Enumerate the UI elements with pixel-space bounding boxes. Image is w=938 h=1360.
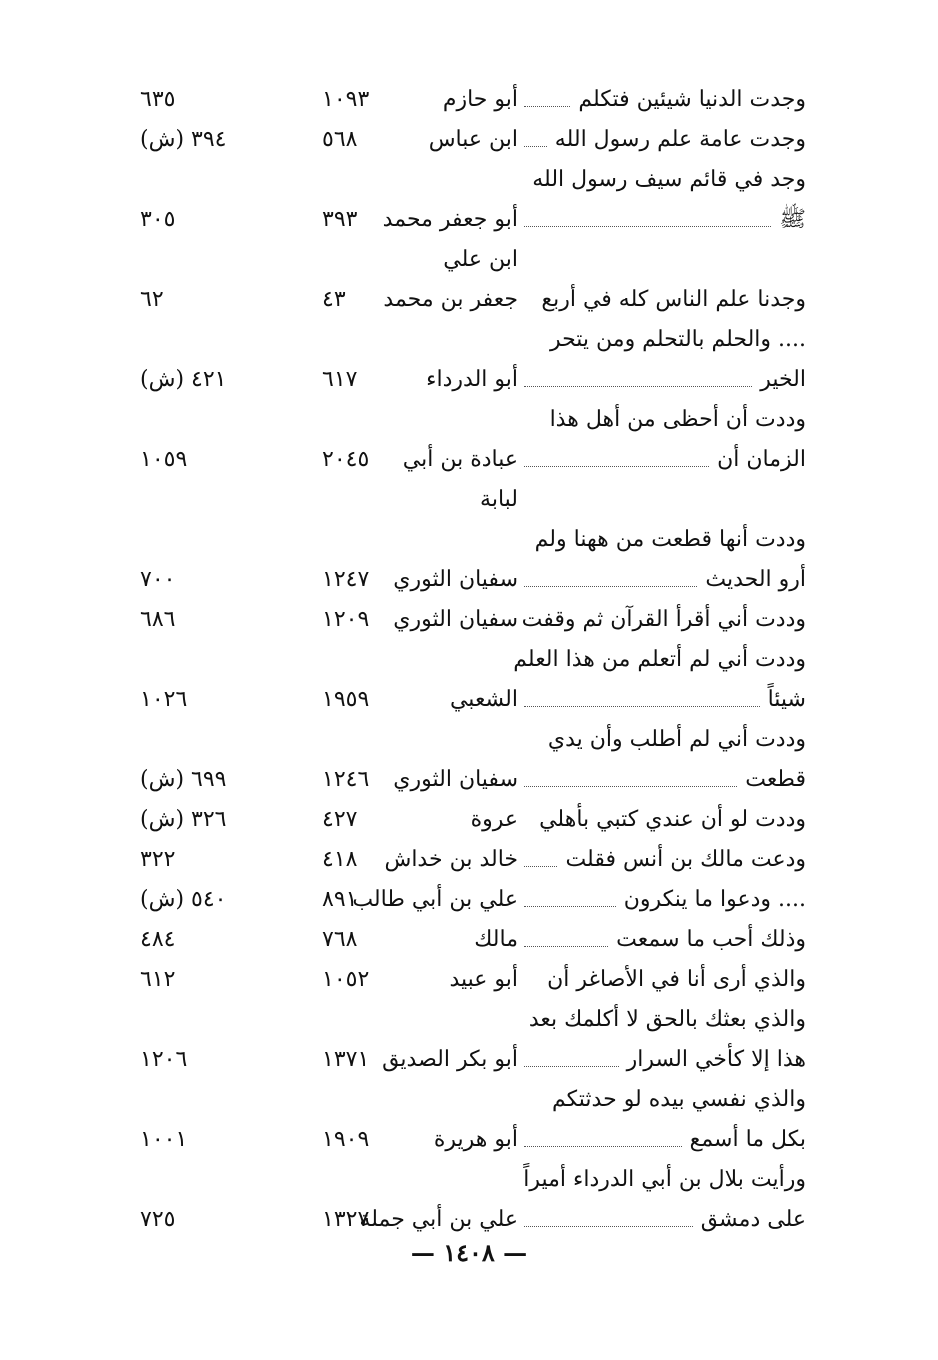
dotted-leader [524, 786, 737, 787]
index-phrase: وجدنا علم الناس كله في أربع [541, 287, 806, 312]
dotted-leader [524, 946, 608, 947]
index-row [0, 682, 938, 718]
index-narrator: أبو حازم [442, 87, 518, 112]
index-phrase: وددت أني لم أطلب وأن يدي [547, 727, 806, 752]
index-reference: ٤٢١ (ش) [140, 367, 227, 392]
index-row [0, 1162, 938, 1198]
index-row [0, 202, 938, 238]
index-row [0, 1202, 938, 1238]
index-narrator: أبو الدرداء [426, 367, 518, 392]
index-narrator: جعفر بن محمد [383, 287, 518, 312]
index-number: ٨٩١ [322, 887, 358, 912]
index-narrator: سفيان الثوري [393, 567, 518, 592]
index-row [0, 962, 938, 998]
index-number: ٥٦٨ [322, 127, 358, 152]
index-row [0, 1082, 938, 1118]
index-row [0, 362, 938, 398]
index-reference: ٦٣٥ [140, 87, 176, 112]
index-phrase: وجدت الدنيا شيئين فتكلم [578, 87, 806, 112]
index-phrase: وجد في قائم سيف رسول الله [532, 167, 806, 192]
index-narrator: ابن عباس [428, 127, 518, 152]
index-phrase: ودعت مالك بن أنس فقلت [565, 847, 806, 872]
index-row [0, 1002, 938, 1038]
index-number: ١٣٢٧ [322, 1207, 370, 1232]
index-number: ٣٩٣ [322, 207, 358, 232]
index-row [0, 882, 938, 918]
index-reference: ٣٠٥ [140, 207, 176, 232]
index-reference: ٧٠٠ [140, 567, 176, 592]
index-reference: ١٠٥٩ [140, 447, 188, 472]
index-phrase: هذا إلا كأخي السرار [626, 1047, 806, 1072]
index-narrator: أبو جعفر محمد [382, 207, 518, 232]
index-row [0, 1042, 938, 1078]
dotted-leader [524, 586, 697, 587]
index-phrase: شيئاً [767, 687, 806, 712]
index-number: ١٢٤٦ [322, 767, 370, 792]
index-narrator: عبادة بن أبي [402, 447, 518, 472]
index-number: ١٢٤٧ [322, 567, 370, 592]
index-phrase: الخير [760, 367, 806, 392]
index-reference: ٦١٢ [140, 967, 176, 992]
dotted-leader [524, 906, 616, 907]
index-phrase: وذلك أحب ما سمعت [616, 927, 806, 952]
index-narrator: ابن علي [443, 247, 518, 272]
index-number: ١٠٥٢ [322, 967, 370, 992]
index-number: ١٠٩٣ [322, 87, 370, 112]
index-reference: ١٠٠١ [140, 1127, 188, 1152]
dotted-leader [524, 1146, 682, 1147]
index-phrase: وددت أني أقرأ القرآن ثم وقفت [521, 607, 806, 632]
index-row [0, 162, 938, 198]
index-row [0, 322, 938, 358]
dotted-leader [524, 466, 709, 467]
index-narrator: أبو هريرة [433, 1127, 518, 1152]
index-phrase: على دمشق [700, 1207, 806, 1232]
index-phrase: .... والحلم بالتحلم ومن يتحر [549, 327, 806, 352]
index-phrase: وددت أنها قطعت من ههنا ولم [534, 527, 806, 552]
index-phrase: وددت لو أن عندي كتبي بأهلي [539, 807, 806, 832]
index-row [0, 482, 938, 518]
index-row [0, 242, 938, 278]
dotted-leader [524, 226, 771, 227]
page-number: — ١٤٠٨ — [410, 1238, 528, 1267]
index-narrator: أبو بكر الصديق [382, 1047, 518, 1072]
dotted-leader [524, 866, 557, 867]
index-number: ٤٣ [322, 287, 346, 312]
index-row [0, 1122, 938, 1158]
index-phrase: وددت أن أحظى من أهل هذا [549, 407, 806, 432]
index-row [0, 642, 938, 678]
index-row [0, 802, 938, 838]
index-narrator: خالد بن خداش [384, 847, 518, 872]
index-phrase: قطعت [745, 767, 806, 792]
index-number: ٦١٧ [322, 367, 358, 392]
index-row [0, 282, 938, 318]
index-number: ١٢٠٩ [322, 607, 370, 632]
index-narrator: الشعبي [449, 687, 518, 712]
dotted-leader [524, 106, 570, 107]
index-reference: ٦٨٦ [140, 607, 176, 632]
index-phrase: بكل ما أسمع [689, 1127, 806, 1152]
index-reference: ١٢٠٦ [140, 1047, 188, 1072]
dotted-leader [524, 706, 760, 707]
index-row [0, 82, 938, 118]
index-row [0, 562, 938, 598]
index-reference: ٦٢ [140, 287, 164, 312]
index-phrase: الزمان أن [717, 447, 806, 472]
index-narrator: علي بن أبي طالب [352, 887, 518, 912]
index-number: ٤١٨ [322, 847, 358, 872]
index-number: ١٩٠٩ [322, 1127, 370, 1152]
index-row [0, 442, 938, 478]
index-row [0, 602, 938, 638]
index-reference: ٥٤٠ (ش) [140, 887, 227, 912]
dotted-leader [524, 386, 752, 387]
index-reference: ٤٨٤ [140, 927, 176, 952]
index-number: ١٣٧١ [322, 1047, 370, 1072]
index-phrase: ورأيت بلال بن أبي الدرداء أميراً [523, 1167, 806, 1192]
index-narrator: مالك [474, 927, 518, 952]
dotted-leader [524, 1066, 619, 1067]
index-reference: ٧٢٥ [140, 1207, 176, 1232]
index-phrase: والذي نفسي بيده لو حدثتكم [552, 1087, 806, 1112]
index-narrator: لبابة [480, 487, 518, 512]
index-reference: ٣٩٤ (ش) [140, 127, 227, 152]
index-phrase: والذي بعثك بالحق لا أكلمك بعد [528, 1007, 806, 1032]
index-reference: ٣٢٢ [140, 847, 176, 872]
index-number: ٤٢٧ [322, 807, 358, 832]
index-row [0, 922, 938, 958]
index-phrase: .... ودعوا ما ينكرون [623, 887, 806, 912]
index-number: ٧٦٨ [322, 927, 358, 952]
index-reference: ٣٢٦ (ش) [140, 807, 227, 832]
index-row [0, 722, 938, 758]
index-narrator: علي بن أبي جملة [359, 1207, 518, 1232]
index-row [0, 522, 938, 558]
index-reference: ١٠٢٦ [140, 687, 188, 712]
index-phrase: وددت أني لم أتعلم من هذا العلم [513, 647, 806, 672]
index-phrase: وجدت عامة علم رسول الله [554, 127, 806, 152]
index-row [0, 842, 938, 878]
index-phrase: والذي أرى أنا في الأصاغر أن [547, 967, 806, 992]
index-phrase: أرو الحديث [705, 567, 806, 592]
index-row [0, 122, 938, 158]
index-narrator: عروة [470, 807, 518, 832]
index-narrator: سفيان الثوري [393, 607, 518, 632]
index-row [0, 402, 938, 438]
dotted-leader [524, 1226, 693, 1227]
index-number: ٢٠٤٥ [322, 447, 370, 472]
index-reference: ٦٩٩ (ش) [140, 767, 227, 792]
index-row [0, 762, 938, 798]
index-phrase: ﷺ [779, 207, 806, 232]
index-number: ١٩٥٩ [322, 687, 370, 712]
index-narrator: سفيان الثوري [393, 767, 518, 792]
index-narrator: أبو عبيد [449, 967, 518, 992]
dotted-leader [524, 146, 547, 147]
